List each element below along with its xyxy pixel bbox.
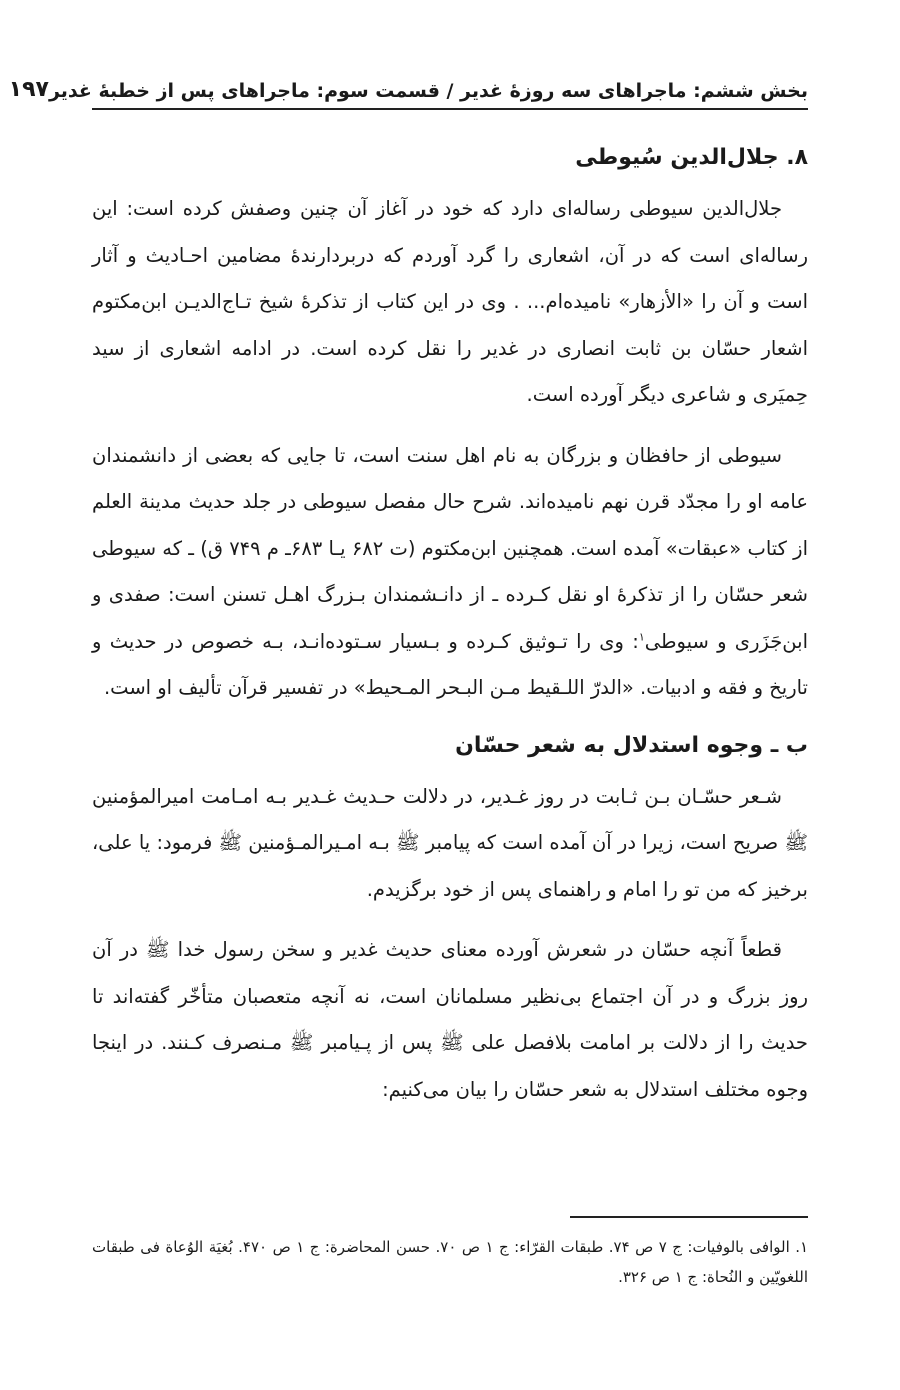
footnote-marker: ۱ [638,630,645,643]
footnote-divider [570,1216,808,1218]
page-number: ۱۹۷ [8,77,49,102]
paragraph-text: سیوطی از حافظان و بزرگان به نام اهل سنت است، تا جایی که بعضی از دانشمندان عامه او را مجدّد قرن نهم نامیده‌اند. شرح حال مفصل سیوطی در جلد حدیث مدینة العلم از کتاب «عبقات» آمده است. همچنین ابن‌مکتوم (ت ۶۸۲ یـا ۶۸۳ـ م ۷۴۹ ق) ـ که سیوطی شعر حسّان را از تذکرهٔ او نقل کـرده ـ از دانـشمندان بـزرگ اهـل تسنن است: صفدی و ابن‌جَزَری و سیوطی [92,443,808,653]
running-header [8,74,808,110]
paragraph [92,433,808,712]
section-heading-hassan: ب ـ وجوه استدلال به شعر حسّان [455,732,808,758]
paragraph: جلال‌الدین سیوطی رساله‌ای دارد که خود در آغاز آن چنین وصفش کرده است: این رساله‌ای است که در آن، اشعاری را گرد آوردم که دربردارندهٔ مضامین احـادیث و آثار است و آن را «الأزهار» نامیده‌ام... . وی در این کتاب از تذکرهٔ شیخ تـاج‌الدیـن ابن‌مکتوم اشعار حسّان بن ثابت انصاری در غدیر را نقل کرده است. در ادامه اشعاری از سید حِمیَری و شاعری دیگر آورده است. [92,197,808,406]
section-heading-suyuti: ۸. جلال‌الدین سُیوطی [575,145,808,170]
page-body [92,138,808,1127]
paragraph: قطعاً آنچه حسّان در شعرش آورده معنای حدیث غدیر و سخن رسول خدا ﷺ در آن روز بزرگ و در آن اجتماع بی‌نظیر مسلمانان است، نه آنچه متعصبان متأخّر گفته‌اند تا حدیث را از دلالت بر امامت بلافصل علی ﷺ پس از پـیامبر ﷺ مـنصرف کـنند. در اینجا وجوه مختلف استدلال به شعر حسّان را بیان می‌کنیم: [92,938,808,1101]
paragraph-text: : وی را تـوثیق کـرده و بـسیار سـتوده‌انـد، بـه خصوص در حدیث و تاریخ و فقه و ادبیات. «الدرّ اللـقیط مـن البـحر المـحیط» در تفسیر قرآن تألیف او است. [92,629,808,699]
paragraph: شـعر حسّـان بـن ثـابت در روز غـدیر، در دلالت حـدیث غـدیر بـه امـامت امیرالمؤمنین ﷺ صریح است، زیرا در آن آمده است که پیامبر ﷺ بـه امـیرالمـؤمنین ﷺ فرمود: یا علی، برخیز که من تو را امام و راهنمای پس از خود برگزیدم. [92,784,808,901]
footnote: ۱. الوافی بالوفیات: ج ۷ ص ۷۴. طبقات القرّاء: ج ۱ ص ۷۰. حسن المحاضرة: ج ۱ ص ۴۷۰. بُغیَة الوُعاة فی طبقات اللغویّین و النُحاة: ج ۱ ص ۳۲۶. [92,1238,809,1286]
header-title: بخش ششم: ماجراهای سه روزهٔ غدیر / قسمت سوم: ماجراهای پس از خطبهٔ غدیر [48,80,808,102]
